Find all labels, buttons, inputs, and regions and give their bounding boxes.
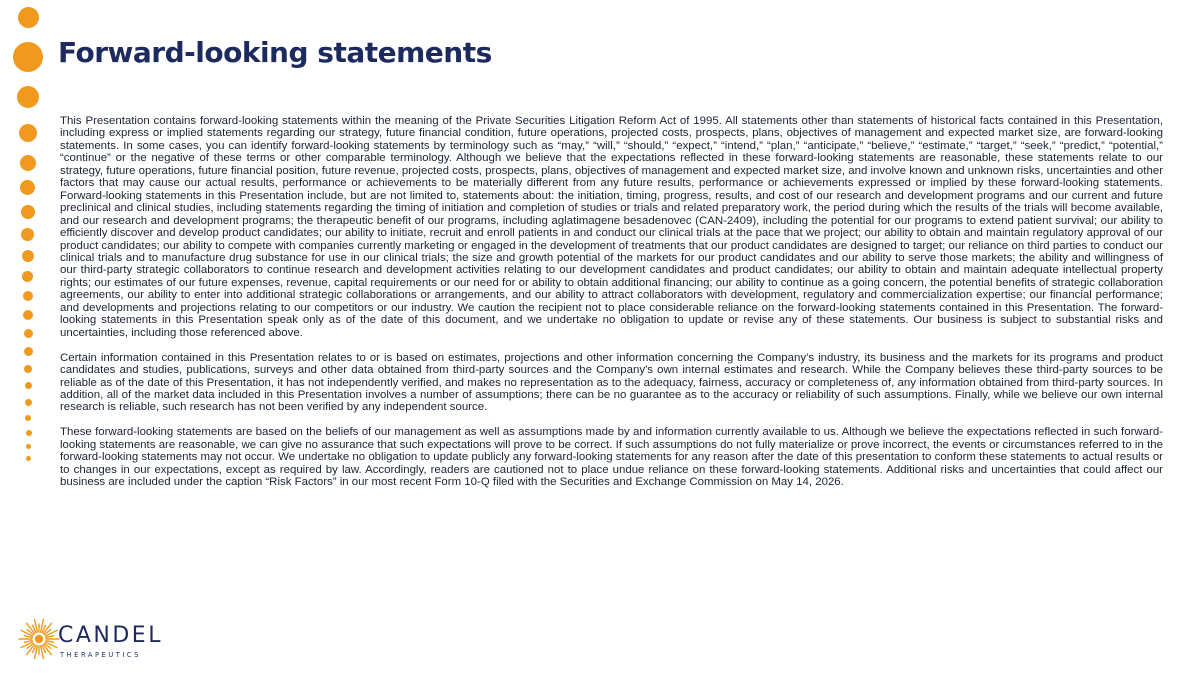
decorative-dot bbox=[25, 382, 32, 389]
decorative-dot bbox=[23, 310, 33, 320]
decorative-dot bbox=[24, 329, 33, 338]
decorative-dot bbox=[21, 228, 34, 241]
decorative-dot bbox=[25, 399, 32, 406]
decorative-dot bbox=[18, 7, 39, 28]
disclaimer-body bbox=[60, 115, 1163, 501]
decorative-dot bbox=[19, 124, 37, 142]
decorative-dot bbox=[24, 365, 32, 373]
decorative-dot bbox=[17, 86, 39, 108]
decorative-dot bbox=[20, 155, 36, 171]
decorative-dot bbox=[25, 415, 31, 421]
paragraph-assumptions: These forward-looking statements are based on the beliefs of our management as well as assumptions made by and information currently available to us. Although we believe the expectations reflected in such forward-looking statements are reasonable, we can give no assurance that such expectations will prove to be correct. If such assumptions do not fully materialize or prove incorrect, the events or circumstances referred to in the forward-looking statements may not occur. We undertake no obligation to update publicly any forward-looking statements for any reason after the date of this presentation to conform these statements to actual results or to changes in our expectations, except as required by law. Accordingly, readers are cautioned not to place undue reliance on these forward-looking statements. Additional risks and uncertainties that could affect our business are included under the caption “Risk Factors” in our most recent Form 10-Q filed with the Securities and Exchange Commission on May 14, 2026. bbox=[60, 426, 1163, 489]
decorative-dot bbox=[26, 430, 32, 436]
decorative-dot bbox=[21, 205, 35, 219]
company-logo bbox=[18, 612, 163, 668]
decorative-dot bbox=[22, 250, 34, 262]
decorative-dot bbox=[22, 271, 33, 282]
decorative-dot bbox=[20, 180, 35, 195]
decorative-dot bbox=[13, 42, 43, 72]
decorative-dot bbox=[26, 456, 31, 461]
logo-tagline: THERAPEUTICS bbox=[60, 651, 141, 659]
logo-wordmark: CANDEL bbox=[58, 623, 163, 648]
decorative-dot bbox=[23, 291, 33, 301]
decorative-dot bbox=[26, 444, 31, 449]
page-title: Forward-looking statements bbox=[58, 36, 492, 69]
sun-burst-icon bbox=[18, 612, 62, 668]
decorative-dot bbox=[24, 347, 33, 356]
paragraph-third-party-data: Certain information contained in this Presentation relates to or is based on estimates, projections and other information concerning the Company’s industry, its business and the markets for its programs and product candidates and studies, publications, surveys and other data obtained from third-party sources and the Company's own internal estimates and research. While the Company believes these third-party sources to be reliable as of the date of this Presentation, it has not independently verified, and makes no representation as to the adequacy, fairness, accuracy or completeness of, any information obtained from third-party sources. In addition, all of the market data included in this Presentation involves a number of assumptions; there can be no guarantee as to the accuracy or reliability of such assumptions. Finally, while we believe our own internal research is reliable, such research has not been verified by any independent source. bbox=[60, 351, 1163, 414]
paragraph-forward-looking: This Presentation contains forward-looking statements within the meaning of the Private Securities Litigation Reform Act of 1995. All statements other than statements of historical facts contained in this Presentation, including express or implied statements regarding our strategy, future financial condition, future operations, projected costs, prospects, plans, objectives of management and expected market size, are forward-looking statements. In some cases, you can identify forward-looking statements by terminology such as “may,” “will,” “should,” “expect,” “intend,” “plan,” “anticipate,” “believe,” “estimate,” “target,” “seek,” “predict,” “potential,” “continue” or the negative of these terms or other comparable terminology. Although we believe that the expectations reflected in these forward-looking statements are reasonable, these statements relate to our strategy, future operations, future financial position, future revenue, projected costs, prospects, plans, objectives of management and expected market size, and involve known and unknown risks, uncertainties and other factors that may cause our actual results, performance or achievements to be materially different from any future results, performance or achievements expressed or implied by these forward-looking statements. Forward-looking statements in this Presentation include, but are not limited to, statements about: the initiation, timing, progress, results, and cost of our research and development programs and our current and future preclinical and clinical studies, including statements regarding the timing of initiation and completion of studies or trials and related preparatory work, the period during which the results of the trials will become available, and our research and development programs; the therapeutic benefit of our programs, including aglatimagene besadenovec (CAN-2409), including the potential for our programs to extend patient survival; our ability to efficiently discover and develop product candidates; our ability to initiate, recruit and enroll patients in and conduct our clinical trials at the pace that we project; our ability to obtain and maintain regulatory approval of our product candidates; our ability to compete with companies currently marketing or engaged in the development of treatments that our product candidates are designed to target; our reliance on third parties to conduct our clinical trials and to manufacture drug substance for use in our clinical trials; the size and growth potential of the markets for our product candidates and our ability to serve those markets; the ability and willingness of our third-party strategic collaborators to continue research and development activities relating to our development candidates and product candidates; our ability to obtain and maintain adequate intellectual property rights; our estimates of our future expenses, revenue, capital requirements or our need for or ability to obtain additional financing; our ability to continue as a going concern, the potential benefits of strategic collaboration agreements, our ability to enter into additional strategic collaborations or arrangements, and our ability to attract collaborators with development, regulatory and commercialization expertise; our financial performance; and developments and projections relating to our competitors or our industry. We caution the recipient not to place considerable reliance on the forward-looking statements contained in this Presentation. The forward-looking statements in this Presentation speak only as of the date of this document, and we undertake no obligation to update or revise any of these statements. Our business is subject to substantial risks and uncertainties, including those referenced above. bbox=[60, 115, 1163, 339]
